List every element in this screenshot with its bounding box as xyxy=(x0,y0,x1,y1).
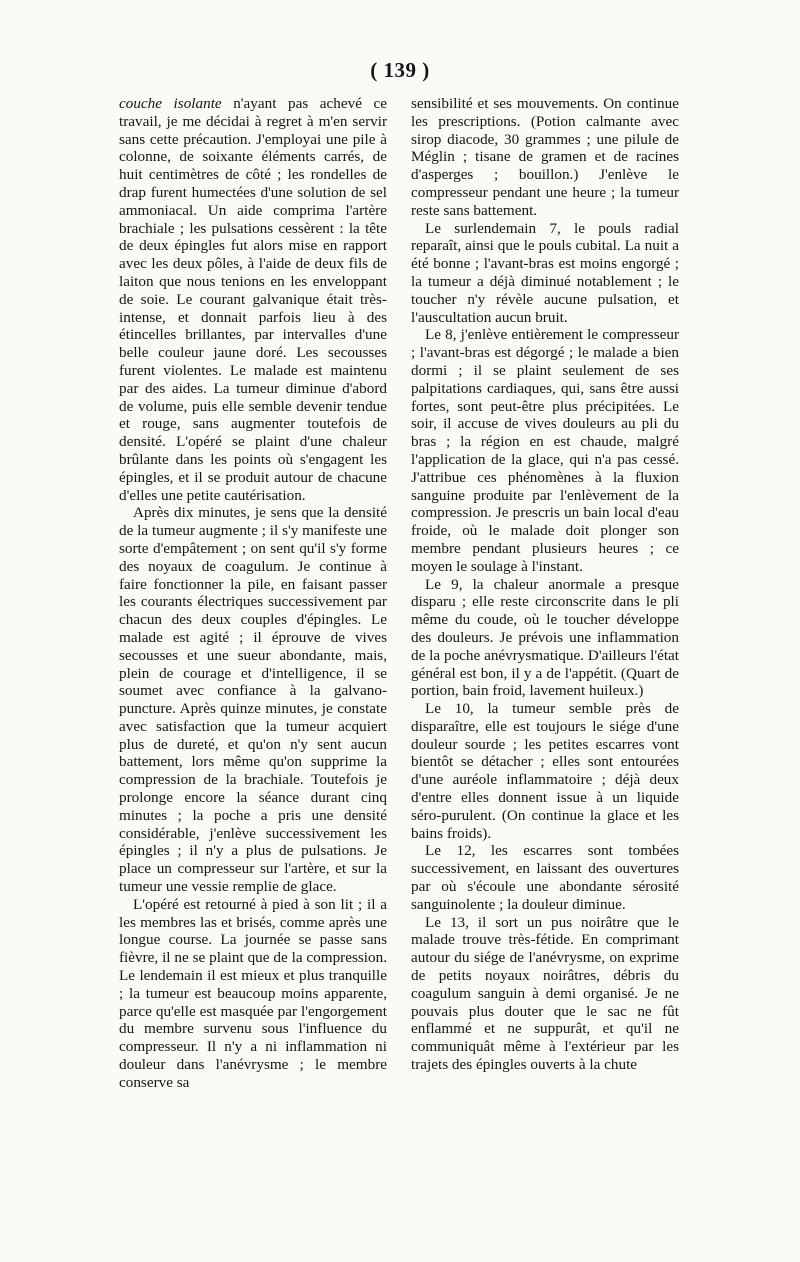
paragraph: Le 13, il sort un pus noirâtre que le malade trouve très-fétide. En comprimant autour du siége de l'anévrysme, on exprime de petits noyaux noirâtres, débris du coagulum sanguin à demi organisé. Je ne pouvais plus douter que le sac ne fût enflammé et ne suppurât, et qu'il ne communiquât même à l'extérieur par les trajets des épingles ouverts à la chute xyxy=(411,913,679,1074)
paragraph-text: n'ayant pas achevé ce travail, je me décidai à regret à m'en servir sans cette précaution. J'employai une pile à colonne, de soixante éléments carrés, de huit centimètres de côté ; les rondelles de drap furent humectées d'une solution de sel ammoniacal. Un aide comprima l'artère brachiale ; les pulsations cessèrent : la tête de deux épingles fut alors mise en rapport avec les deux pôles, à l'aide de deux fils de laiton que nous tenions en les enveloppant de soie. Le courant galvanique était très-intense, et donnait parfois lieu à des étincelles brillantes, par intervalles d'une belle couleur jaune doré. Les secousses furent violentes. Le malade est maintenu par des aides. La tumeur diminue d'abord de volume, puis elle semble devenir tendue et rouge, sans augmenter toutefois de densité. L'opéré se plaint d'une chaleur brûlante dans les points où s'engagent les épingles, et il se produit autour de chacune d'elles une petite cautérisation. xyxy=(119,95,387,504)
paragraph: L'opéré est retourné à pied à son lit ; il a les membres las et brisés, comme après une longue course. La journée se passe sans fièvre, il ne se plaint que de la compression. Le lendemain il est mieux et plus tranquille ; la tumeur est beaucoup moins apparente, parce qu'elle est masquée par l'engorgement du membre survenu sous l'influence du compresseur. Il n'y a ni inflammation ni douleur dans l'anévrysme ; le membre conserve sa xyxy=(119,895,387,1091)
paragraph: Le surlendemain 7, le pouls radial reparaît, ainsi que le pouls cubital. La nuit a été bonne ; l'avant-bras est moins engorgé ; la tumeur a déjà diminué notablement ; le toucher n'y révèle aucune pulsation, et l'auscultation aucun bruit. xyxy=(411,219,679,326)
paragraph: sensibilité et ses mouvements. On continue les prescriptions. (Potion calmante avec sirop diacode, 30 grammes ; une pilule de Méglin ; tisane de gramen et de racines d'asperges ; bouillon.) J'enlève le compresseur pendant une heure ; la tumeur reste sans battement. xyxy=(411,95,679,219)
paragraph xyxy=(119,95,387,504)
left-column xyxy=(119,95,387,1092)
italic-phrase: couche isolante xyxy=(119,95,222,112)
paragraph: Le 10, la tumeur semble près de disparaître, elle est toujours le siége d'une douleur sourde ; les petites escarres vont bientôt se détacher ; elles sont entourées d'une auréole inflammatoire ; déjà deux d'entre elles donnent issue à un liquide séro-purulent. (On continue la glace et les bains froids). xyxy=(411,700,679,842)
right-column xyxy=(411,95,679,1074)
paragraph: Le 8, j'enlève entièrement le compresseur ; l'avant-bras est dégorgé ; le malade a bien dormi ; il se plaint seulement de ses palpitations cardiaques, qui, sans être aussi fortes, sont peut-être plus précipitées. Le soir, il accuse de vives douleurs au pli du bras ; la région en est chaude, malgré l'application de la glace, qui n'a pas cessé. J'attribue ces phénomènes à la fluxion sanguine produite par l'enlèvement de la compression. Je prescris un bain local d'eau froide, où le malade doit plonger son membre pendant plusieurs heures ; ce moyen le soulage à l'instant. xyxy=(411,326,679,575)
paragraph: Après dix minutes, je sens que la densité de la tumeur augmente ; il s'y manifeste une sorte d'empâtement ; on sent qu'il s'y forme des noyaux de coagulum. Je continue à faire fonctionner la pile, en faisant passer les courants électriques successivement par chacun des deux couples d'épingles. Le malade est agité ; il éprouve de vives secousses et une sueur abondante, mais, plein de courage et d'intelligence, il se soumet avec confiance à la galvano-puncture. Après quinze minutes, je constate avec satisfaction que la tumeur acquiert plus de dureté, et qu'on n'y sent aucun battement, lors même qu'on supprime la compression de la brachiale. Toutefois je prolonge encore la séance durant cinq minutes ; la poche a pris une densité considérable, j'enlève successivement les épingles ; il n'y a plus de pulsations. Je place un compresseur sur l'artère, et sur la tumeur une vessie remplie de glace. xyxy=(119,504,387,896)
paragraph: Le 9, la chaleur anormale a presque disparu ; elle reste circonscrite dans le pli même du coude, où le toucher développe des douleurs. Je prévois une inflammation de la poche anévrysmatique. D'ailleurs l'état général est bon, il y a de l'appétit. (Quart de portion, bain froid, lavement huileux.) xyxy=(411,575,679,700)
paragraph: Le 12, les escarres sont tombées successivement, en laissant des ouvertures par où s'écoule une abondante sérosité sanguinolente ; la douleur diminue. xyxy=(411,842,679,913)
page-number: ( 139 ) xyxy=(370,58,430,82)
